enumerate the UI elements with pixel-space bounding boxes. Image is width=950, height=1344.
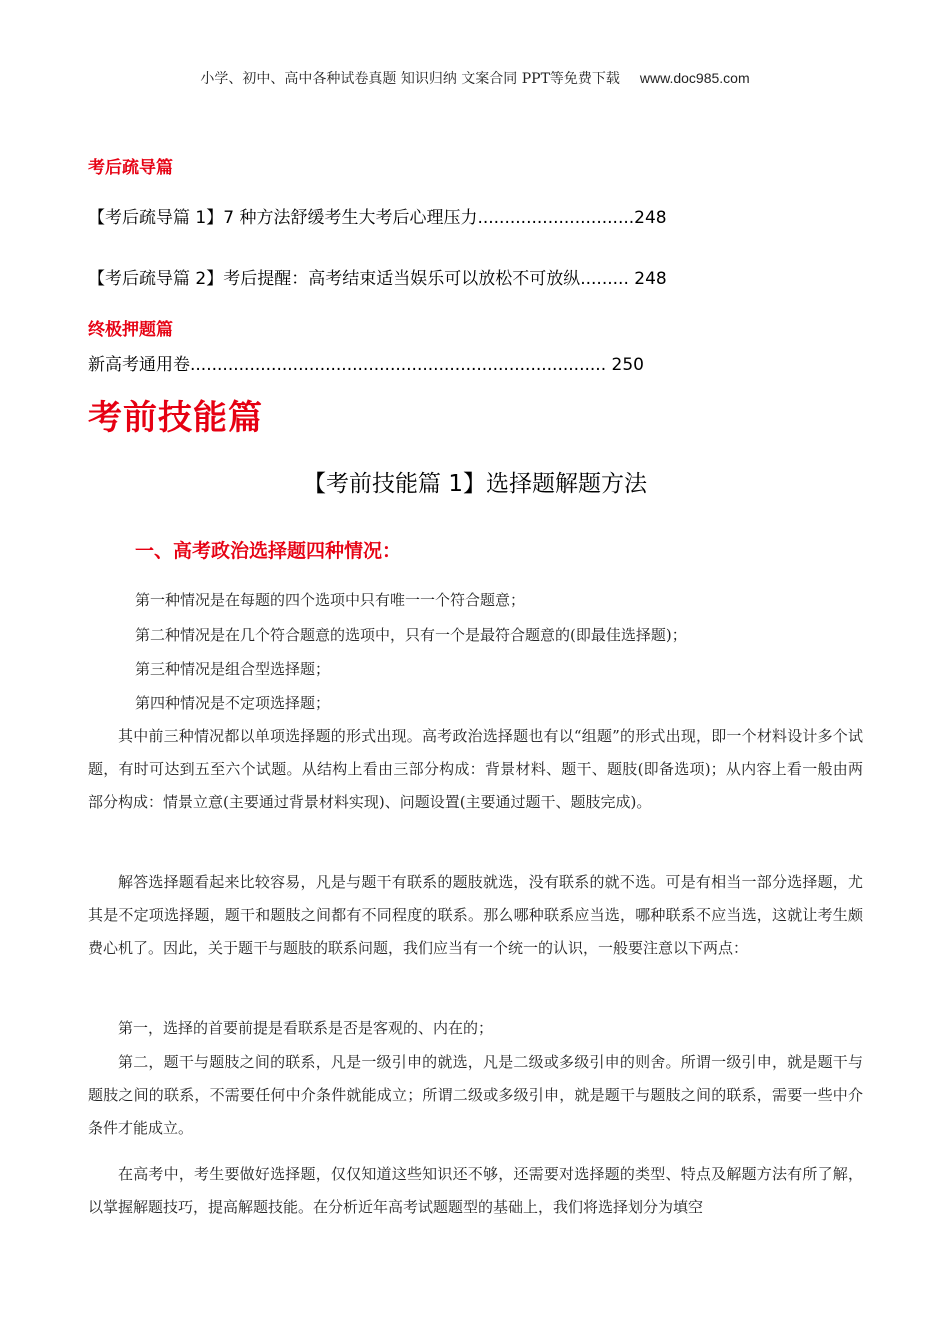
article-heading: 【考前技能篇 1】选择题解题方法 (303, 471, 647, 497)
toc-item-2[interactable]: 【考后疏导篇 2】考后提醒：高考结束适当娱乐可以放松不可放纵......... 248 (88, 269, 667, 289)
section-subheading: 一、高考政治选择题四种情况： (135, 540, 402, 562)
toc-section-title-aftercare: 考后疏导篇 (88, 158, 173, 178)
chapter-title: 考前技能篇 (88, 398, 263, 438)
paragraph-1: 其中前三种情况都以单项选择题的形式出现。高考政治选择题也有以“组题”的形式出现，即一个材料设计多个试题，有时可达到五至六个试题。从结构上看由三部分构成：背景材料、题干、题肢(即备选项)；从内容上看一般由两部分构成：情景立意(主要通过背景材料实现)、问题设置(主要通过题干、题肢完成)。 (88, 727, 863, 811)
toc-item-3[interactable]: 新高考通用卷............................................................................. 250 (88, 355, 644, 375)
paragraph-5: 在高考中，考生要做好选择题，仅仅知道这些知识还不够，还需要对选择题的类型、特点及解题方法有所了解，以掌握解题技巧，提高解题技能。在分析近年高考试题题型的基础上，我们将选择划分为填空 (88, 1165, 863, 1216)
case-line-3: 第三种情况是组合型选择题； (135, 660, 331, 678)
page-header (0, 68, 950, 88)
toc-item-1[interactable]: 【考后疏导篇 1】7 种方法舒缓考生大考后心理压力.............................248 (88, 208, 667, 228)
case-line-2: 第二种情况是在几个符合题意的选项中，只有一个是最符合题意的(即最佳选择题)； (135, 626, 687, 644)
paragraph-2: 解答选择题看起来比较容易，凡是与题干有联系的题肢就选，没有联系的就不选。可是有相当一部分选择题，尤其是不定项选择题，题干和题肢之间都有不同程度的联系。那么哪种联系应当选，哪种联系不应当选，这就让考生颇费心机了。因此，关于题干与题肢的联系问题，我们应当有一个统一的认识，一般要注意以下两点： (88, 873, 863, 957)
paragraph-3: 第一，选择的首要前提是看联系是否是客观的、内在的； (118, 1019, 494, 1037)
case-line-4: 第四种情况是不定项选择题； (135, 694, 331, 712)
header-text: 小学、初中、高中各种试卷真题 知识归纳 文案合同 PPT等免费下载 (200, 71, 620, 87)
header-url[interactable]: www.doc985.com (639, 70, 750, 86)
paragraph-4: 第二，题干与题肢之间的联系，凡是一级引申的就选，凡是二级或多级引申的则舍。所谓一级引申，就是题干与题肢之间的联系，不需要任何中介条件就能成立；所谓二级或多级引申，就是题干与题肢之间的联系，需要一些中介条件才能成立。 (88, 1053, 863, 1137)
toc-section-title-final: 终极押题篇 (88, 320, 173, 340)
case-line-1: 第一种情况是在每题的四个选项中只有唯一一个符合题意； (135, 591, 526, 609)
